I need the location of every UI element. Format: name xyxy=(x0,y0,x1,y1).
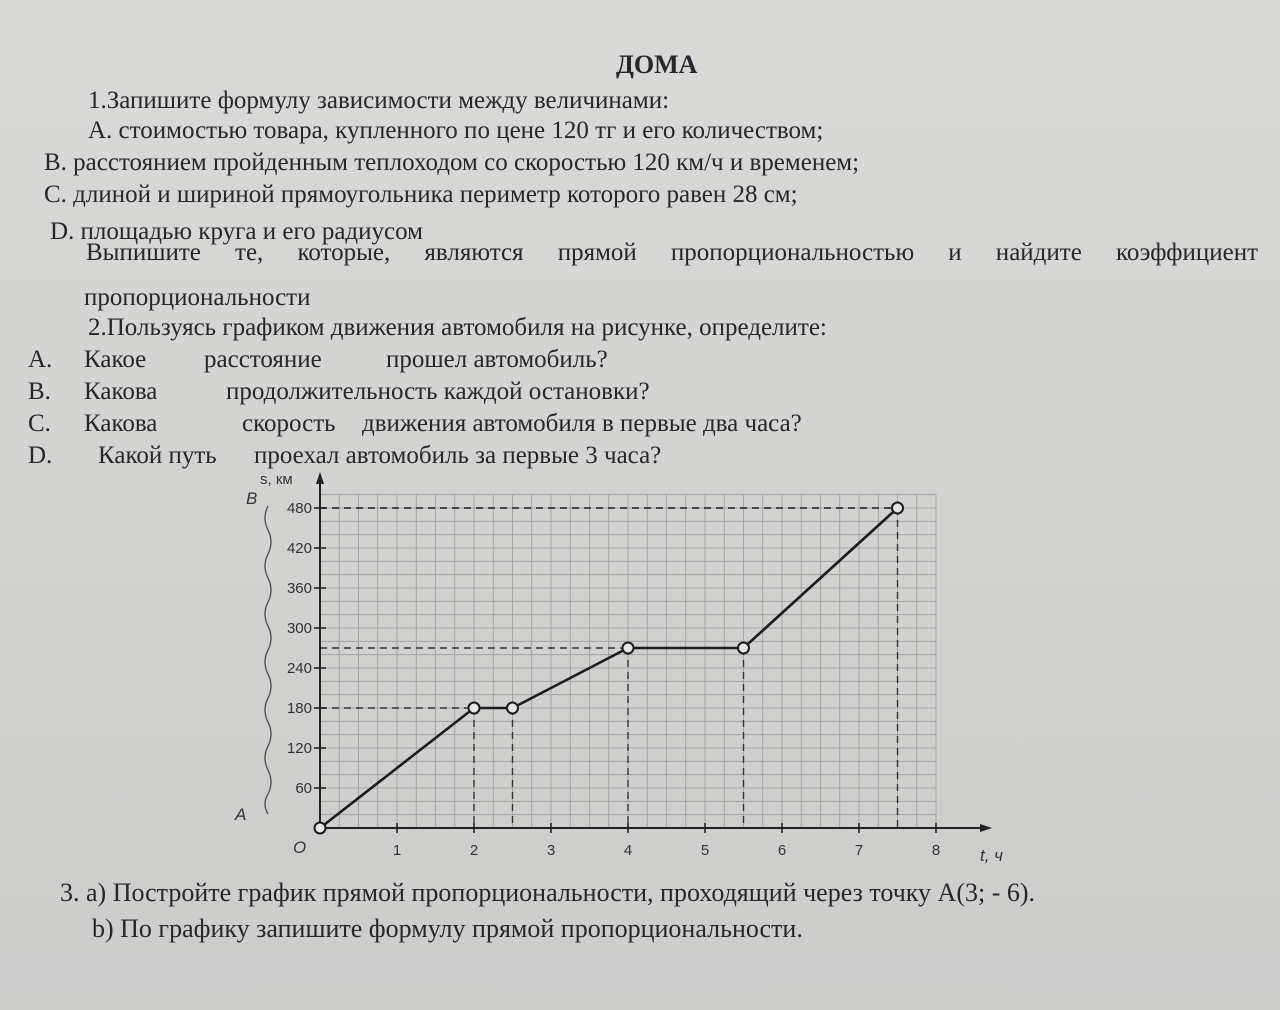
data-point xyxy=(623,643,634,654)
question-letter: D. xyxy=(28,442,53,469)
y-tick-label: 420 xyxy=(286,540,312,557)
chart-tick-labels xyxy=(287,500,940,859)
task2-question-a xyxy=(28,346,608,373)
x-tick-label: 8 xyxy=(931,842,941,859)
question-word: Какое xyxy=(84,346,147,373)
x-tick-label: 5 xyxy=(700,842,710,859)
task1-instruction-line1: Выпишите те, которые, являются прямой пропорциональностью и найдите коэффициент xyxy=(86,239,1258,266)
x-tick-label: 2 xyxy=(469,842,479,859)
question-letter: B. xyxy=(28,378,51,405)
y-tick-label: 360 xyxy=(286,580,312,597)
question-word: расстояние xyxy=(204,346,322,373)
x-tick-label: 4 xyxy=(623,842,633,859)
question-text: движения автомобиля в первые два часа? xyxy=(362,410,802,437)
data-point xyxy=(507,703,518,714)
question-letter: A. xyxy=(28,346,53,373)
task1-item-b: B. расстоянием пройденным теплоходом со скоростью 120 км/ч и временем; xyxy=(44,149,860,176)
point-label-b: B xyxy=(246,489,258,508)
task2-question-b xyxy=(28,378,650,405)
y-tick-label: 300 xyxy=(286,620,312,637)
brace-decoration xyxy=(265,506,271,814)
y-tick-label: 240 xyxy=(286,660,312,677)
task2-question-d xyxy=(28,442,662,469)
chart-axes xyxy=(316,472,992,832)
task1-intro: 1.Запишите формулу зависимости между величинами: xyxy=(88,87,670,114)
data-point xyxy=(738,643,749,654)
origin-label: O xyxy=(293,838,307,857)
task1-item-c: C. длиной и шириной прямоугольника периметр которого равен 28 см; xyxy=(44,181,798,208)
point-label-a: A xyxy=(235,805,247,824)
question-word: скорость xyxy=(242,410,336,437)
motion-graph xyxy=(220,468,1020,878)
data-point xyxy=(315,823,326,834)
task3-item-a: 3. а) Постройте график прямой пропорциональности, проходящий через точку A(3; - 6). xyxy=(60,878,1036,907)
page-heading: ДОМА xyxy=(616,50,698,79)
task1-item-a: A. стоимостью товара, купленного по цене 120 тг и его количеством; xyxy=(88,117,824,144)
question-letter: C. xyxy=(28,410,51,437)
task3-item-b: b) По графику запишите формулу прямой пропорциональности. xyxy=(92,914,803,943)
question-text: продолжительность каждой остановки? xyxy=(226,378,650,405)
question-text: проехал автомобиль за первые 3 часа? xyxy=(254,442,662,469)
task1-instruction-line2: пропорциональности xyxy=(84,284,311,311)
x-tick-label: 7 xyxy=(854,842,864,859)
y-tick-label: 480 xyxy=(286,500,312,517)
x-tick-label: 1 xyxy=(392,842,402,859)
x-axis-arrow xyxy=(980,824,992,832)
y-tick-label: 60 xyxy=(295,780,312,797)
x-axis-label: t, ч xyxy=(980,846,1003,865)
y-axis-arrow xyxy=(316,472,324,484)
y-tick-label: 180 xyxy=(286,700,312,717)
question-word: Какова xyxy=(84,378,158,405)
x-tick-label: 6 xyxy=(777,842,787,859)
data-point xyxy=(892,503,903,514)
x-tick-label: 3 xyxy=(546,842,556,859)
y-axis-label: s, км xyxy=(260,471,293,488)
task1-item-d: D. площадью круга и его радиусом xyxy=(50,218,423,245)
question-word: Какой путь xyxy=(98,442,217,469)
task2-intro: 2.Пользуясь графиком движения автомобиля на рисунке, определите: xyxy=(88,314,827,341)
y-tick-label: 120 xyxy=(286,740,312,757)
task2-question-c xyxy=(28,410,802,437)
question-word: Какова xyxy=(84,410,158,437)
question-text: прошел автомобиль? xyxy=(386,346,608,373)
data-point xyxy=(469,703,480,714)
